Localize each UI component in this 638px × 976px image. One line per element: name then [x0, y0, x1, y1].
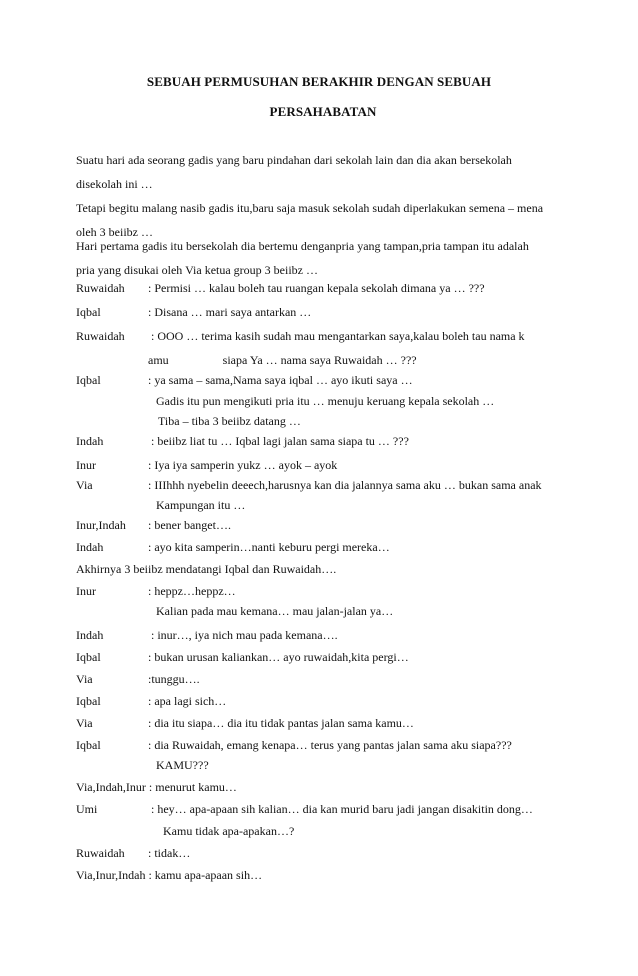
dialogue-text: : beiibz liat tu … Iqbal lagi jalan sama siapa tu … ??? — [151, 434, 409, 448]
dialogue-text: : bukan urusan kaliankan… ayo ruwaidah,kita pergi… — [148, 650, 409, 664]
dialogue-speaker: Iqbal — [76, 305, 101, 319]
dialogue-text: : Disana … mari saya antarkan … — [148, 305, 312, 319]
dialogue-speaker: Via — [76, 478, 93, 492]
dialogue-text: Tiba – tiba 3 beiibz datang … — [158, 414, 301, 428]
narration-line: disekolah ini … — [76, 177, 153, 191]
dialogue-speaker: Iqbal — [76, 694, 101, 708]
dialogue-text: : hey… apa-apaan sih kalian… dia kan murid baru jadi jangan disakitin dong… — [151, 802, 533, 816]
narration-line: Akhirnya 3 beiibz mendatangi Iqbal dan Ruwaidah…. — [76, 562, 337, 576]
document-title-line-1: SEBUAH PERMUSUHAN BERAKHIR DENGAN SEBUAH — [146, 74, 492, 89]
dialogue-speaker: Inur,Indah — [76, 518, 126, 532]
dialogue-text: : heppz…heppz… — [148, 584, 236, 598]
narration-line: Tetapi begitu malang nasib gadis itu,baru saja masuk sekolah sudah diperlakukan semena – mena — [76, 201, 544, 215]
dialogue-speaker: Indah — [76, 628, 104, 642]
dialogue-text: KAMU??? — [156, 758, 209, 772]
dialogue-speaker: Indah — [76, 434, 104, 448]
narration-line: Via,Inur,Indah : kamu apa-apaan sih… — [76, 868, 263, 882]
dialogue-speaker: Indah — [76, 540, 104, 554]
narration-line: oleh 3 beiibz … — [76, 225, 153, 239]
dialogue-speaker: Iqbal — [76, 373, 101, 387]
dialogue-speaker: Via — [76, 672, 93, 686]
dialogue-speaker: Iqbal — [76, 650, 101, 664]
dialogue-text: :tunggu…. — [148, 672, 200, 686]
dialogue-text: : apa lagi sich… — [148, 694, 227, 708]
dialogue-text: : inur…, iya nich mau pada kemana…. — [151, 628, 338, 642]
document-title-line-2: PERSAHABATAN — [269, 104, 377, 119]
dialogue-text: : ayo kita samperin…nanti keburu pergi mereka… — [148, 540, 390, 554]
narration-line: pria yang disukai oleh Via ketua group 3 beiibz … — [76, 263, 318, 277]
dialogue-speaker: Ruwaidah — [76, 329, 125, 343]
dialogue-text: : Permisi … kalau boleh tau ruangan kepala sekolah dimana ya … ??? — [148, 281, 485, 295]
dialogue-text: Kampungan itu … — [156, 498, 246, 512]
dialogue-text: : tidak… — [148, 846, 191, 860]
dialogue-text: Gadis itu pun mengikuti pria itu … menuju keruang kepala sekolah … — [156, 394, 495, 408]
dialogue-speaker: Ruwaidah — [76, 281, 125, 295]
narration-line: Via,Indah,Inur : menurut kamu… — [76, 780, 237, 794]
dialogue-text: : OOO … terima kasih sudah mau mengantarkan saya,kalau boleh tau nama k — [151, 329, 525, 343]
dialogue-text: Kamu tidak apa-apakan…? — [163, 824, 295, 838]
dialogue-text: : dia Ruwaidah, emang kenapa… terus yang pantas jalan sama aku siapa??? — [148, 738, 512, 752]
dialogue-speaker: Umi — [76, 802, 98, 816]
dialogue-text: : Iya iya samperin yukz … ayok – ayok — [148, 458, 338, 472]
dialogue-speaker: Iqbal — [76, 738, 101, 752]
dialogue-text: : IIIhhh nyebelin deeech,harusnya kan dia jalannya sama aku … bukan sama anak — [148, 478, 542, 492]
dialogue-text: : ya sama – sama,Nama saya iqbal … ayo ikuti saya … — [148, 373, 413, 387]
dialogue-text: Kalian pada mau kemana… mau jalan-jalan ya… — [156, 604, 394, 618]
dialogue-text: amu siapa Ya … nama saya Ruwaidah … ??? — [148, 353, 417, 367]
dialogue-speaker: Via — [76, 716, 93, 730]
dialogue-speaker: Inur — [76, 584, 96, 598]
dialogue-text: : dia itu siapa… dia itu tidak pantas jalan sama kamu… — [148, 716, 414, 730]
narration-line: Suatu hari ada seorang gadis yang baru pindahan dari sekolah lain dan dia akan bersekolah — [76, 153, 512, 167]
dialogue-speaker: Ruwaidah — [76, 846, 125, 860]
narration-line: Hari pertama gadis itu bersekolah dia bertemu denganpria yang tampan,pria tampan itu adalah — [76, 239, 529, 253]
dialogue-speaker: Inur — [76, 458, 96, 472]
dialogue-text: : bener banget…. — [148, 518, 231, 532]
